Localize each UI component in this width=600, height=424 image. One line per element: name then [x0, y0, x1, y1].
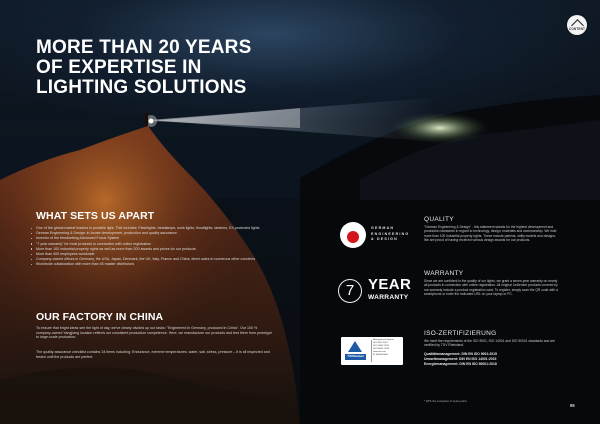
content-nav-button[interactable] — [567, 15, 587, 35]
list-item: Worldwide collaboration with more than 45 master distributors — [30, 262, 260, 267]
ge-circle-icon — [340, 222, 366, 248]
quality-body: "German Engineering & Design" - this statement stands for the highest development and production standards in regard to technology, design, materials and workmanship. We hold more than 100 industrial property rights. These include patents, utility models and designs. We are proud of having received various design awards for our products. — [424, 225, 557, 242]
tuv-info-line: ISO 9001:2015 — [373, 341, 388, 344]
warranty-logo — [338, 276, 418, 308]
list-item: More than 100 industrial property rights as well as more than 200 awards and prizes for our products — [30, 247, 260, 252]
ge-logo-line: & DESIGN — [371, 237, 398, 242]
list-item: More than 400 employees worldwide — [30, 252, 260, 257]
warranty-body: Since we are confident in the quality of our lights, we grant a seven-year warranty on nearly all products in connection with online registration. All original Ledlenser products covered by our warranty include a product registration card. To register, simply scan the QR code with a smartphone or enter the indicated URL on your laptop or PC. — [424, 279, 558, 296]
tuv-certificate-badge — [341, 337, 403, 365]
warranty-number: 7 — [345, 282, 355, 299]
content-nav-label: CONTENT — [568, 27, 586, 31]
about-title: WHAT SETS US APART — [36, 210, 155, 222]
tuv-info-line: ISO 50001:2018 — [373, 347, 389, 350]
iso-title: ISO-ZERTIFIZIERUNG — [424, 330, 497, 337]
list-item: Qualitätsmanagement: DIN EN ISO 9001:2015 — [424, 352, 497, 356]
hero-headline — [36, 38, 276, 98]
hero-line: MORE THAN 20 YEARS — [36, 37, 252, 58]
list-item: "7 year warranty" for most products in connection with online registration — [30, 242, 260, 247]
tuv-info-line: www.tuv.com — [373, 350, 386, 353]
tuv-info-line: ID 9000000000 — [373, 353, 388, 356]
warranty-title: WARRANTY — [424, 270, 464, 277]
about-bullet-list — [30, 226, 260, 268]
list-item: Energiemanagement: DIN EN ISO 50001:2018 — [424, 362, 497, 366]
tuv-info-line: ISO 14001:2015 — [373, 344, 389, 347]
hero-line: OF EXPERTISE IN — [36, 57, 202, 78]
quality-title: QUALITY — [424, 216, 454, 223]
iso-body: We meet the requirements of the ISO 9001, ISO 14001 and ISO 50001 standards and are certified by TÜV Rheinland. — [424, 339, 555, 348]
factory-paragraph: The quality assurance checklist contains 34 items including: Endurance, extreme temperatures, water, salt, stress, pressure – it is all inspected and tested until the products are perfect. — [36, 350, 270, 359]
list-item: Company-owned offices in Germany, the USA, Japan, Denmark, the UK, Italy, France and China; direct sales in numerous other countries — [30, 257, 260, 262]
tuv-triangle-icon — [348, 341, 362, 352]
page-number: 95 — [570, 403, 575, 408]
tuv-info — [373, 339, 401, 356]
tuv-brand: TÜVRheinland — [347, 354, 364, 358]
list-item: German Engineering & Design: in-house development, production and quality assurance — [30, 231, 260, 236]
warranty-label: WARRANTY — [368, 294, 409, 301]
warranty-year-label: YEAR — [368, 276, 412, 293]
hero-line: LIGHTING SOLUTIONS — [36, 77, 247, 98]
list-item: Inventor of the trendsetting Advanced Focus System — [30, 236, 260, 241]
ge-logo-line: GERMAN — [371, 226, 395, 230]
factory-paragraph: To ensure that bright ideas see the light of day, we've clearly divided up our tasks: "Engineered in Germany, produced in China". Our 100 % company-owned Yangjiang location reflects our consistent production competence. Here, we manufacture our products and test them from prototype to large-scale production. — [36, 326, 272, 340]
ge-logo-line: ENGINEERING — [371, 231, 410, 236]
iso-standards-list — [424, 352, 564, 367]
factory-title: OUR FACTORY IN CHINA — [36, 311, 164, 323]
footnote: * With the exception of spare parts — [424, 399, 467, 403]
list-item: Umweltmanagement: DIN EN ISO 14001:2015 — [424, 357, 497, 361]
tuv-info-line: Management System — [373, 339, 394, 341]
german-engineering-logo — [340, 220, 420, 250]
list-item: One of the global market leaders in portable light. This includes: Flashlights, headlamps, work lights, floodlights, lanterns, EX-protected lights — [30, 226, 260, 231]
